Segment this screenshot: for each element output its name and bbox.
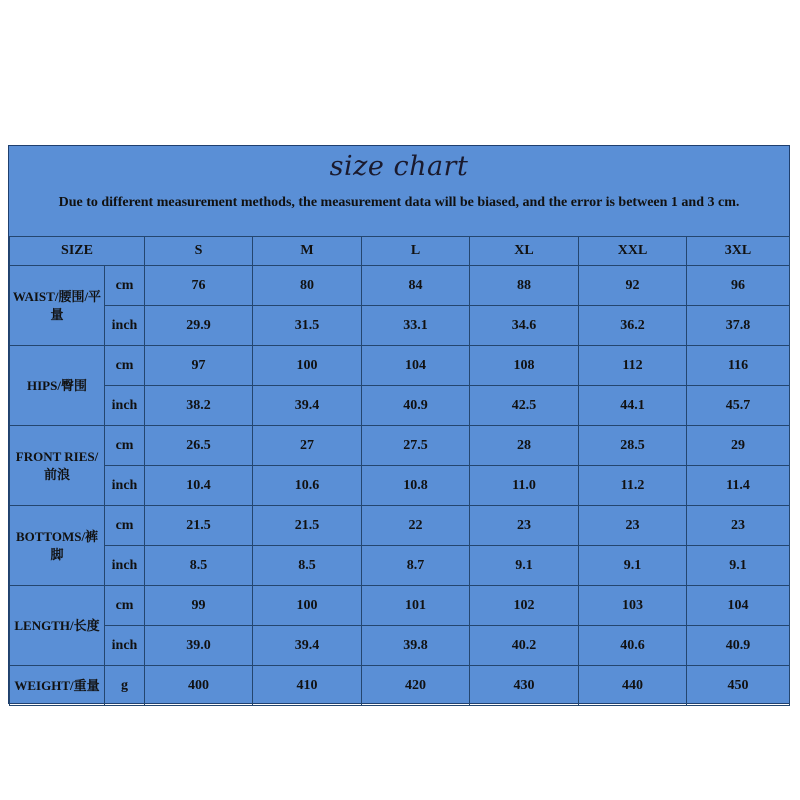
unit-cell: cm (105, 426, 145, 466)
value-cell: 100 (253, 346, 362, 386)
unit-cell: cm (105, 506, 145, 546)
value-cell: 8.5 (253, 546, 362, 586)
value-cell: 23 (579, 506, 687, 546)
size-column-header: 3XL (687, 237, 790, 266)
measurement-row (10, 666, 790, 706)
value-cell: 84 (362, 266, 470, 306)
unit-cell: inch (105, 306, 145, 346)
unit-cell: cm (105, 586, 145, 626)
value-cell: 420 (362, 666, 470, 706)
value-cell: 104 (687, 586, 790, 626)
measurement-label: BOTTOMS/裤脚 (10, 506, 105, 586)
measurement-label: FRONT RIES/前浪 (10, 426, 105, 506)
chart-title: size chart (329, 151, 469, 182)
value-cell: 410 (253, 666, 362, 706)
value-cell: 28 (470, 426, 579, 466)
value-cell: 101 (362, 586, 470, 626)
value-cell: 8.7 (362, 546, 470, 586)
unit-cell: inch (105, 626, 145, 666)
size-column-header: L (362, 237, 470, 266)
value-cell: 100 (253, 586, 362, 626)
value-cell: 10.8 (362, 466, 470, 506)
unit-cell: cm (105, 346, 145, 386)
measurement-row (10, 346, 790, 386)
value-cell: 9.1 (470, 546, 579, 586)
value-cell: 400 (145, 666, 253, 706)
value-cell: 108 (470, 346, 579, 386)
value-cell: 40.9 (687, 626, 790, 666)
unit-cell: cm (105, 266, 145, 306)
value-cell: 430 (470, 666, 579, 706)
value-cell: 9.1 (579, 546, 687, 586)
value-cell: 102 (470, 586, 579, 626)
unit-cell: inch (105, 546, 145, 586)
measurement-label: WEIGHT/重量 (10, 666, 105, 706)
value-cell: 33.1 (362, 306, 470, 346)
value-cell: 40.6 (579, 626, 687, 666)
unit-cell: inch (105, 466, 145, 506)
measurement-label: LENGTH/长度 (10, 586, 105, 666)
value-cell: 103 (579, 586, 687, 626)
value-cell: 39.4 (253, 386, 362, 426)
value-cell: 36.2 (579, 306, 687, 346)
measurement-row (10, 266, 790, 306)
size-table (9, 236, 790, 706)
value-cell: 97 (145, 346, 253, 386)
value-cell: 40.2 (470, 626, 579, 666)
value-cell: 116 (687, 346, 790, 386)
value-cell: 99 (145, 586, 253, 626)
value-cell: 11.0 (470, 466, 579, 506)
value-cell: 29.9 (145, 306, 253, 346)
value-cell: 28.5 (579, 426, 687, 466)
value-cell: 8.5 (145, 546, 253, 586)
value-cell: 440 (579, 666, 687, 706)
value-cell: 10.4 (145, 466, 253, 506)
value-cell: 112 (579, 346, 687, 386)
value-cell: 96 (687, 266, 790, 306)
value-cell: 9.1 (687, 546, 790, 586)
value-cell: 11.4 (687, 466, 790, 506)
value-cell: 45.7 (687, 386, 790, 426)
value-cell: 92 (579, 266, 687, 306)
measurement-row (10, 546, 790, 586)
measurement-row (10, 306, 790, 346)
size-column-header: XL (470, 237, 579, 266)
measurement-label: HIPS/臀围 (10, 346, 105, 426)
value-cell: 29 (687, 426, 790, 466)
measurement-row (10, 466, 790, 506)
value-cell: 80 (253, 266, 362, 306)
size-header: SIZE (10, 237, 145, 266)
size-column-header: XXL (579, 237, 687, 266)
value-cell: 88 (470, 266, 579, 306)
measurement-row (10, 626, 790, 666)
value-cell: 37.8 (687, 306, 790, 346)
size-column-header: M (253, 237, 362, 266)
value-cell: 34.6 (470, 306, 579, 346)
value-cell: 38.2 (145, 386, 253, 426)
value-cell: 450 (687, 666, 790, 706)
unit-cell: inch (105, 386, 145, 426)
value-cell: 21.5 (253, 506, 362, 546)
value-cell: 104 (362, 346, 470, 386)
measurement-row (10, 426, 790, 466)
value-cell: 21.5 (145, 506, 253, 546)
value-cell: 27 (253, 426, 362, 466)
measurement-note: Due to different measurement methods, the measurement data will be biased, and the error is between 1 and 3 cm. (58, 195, 740, 210)
value-cell: 11.2 (579, 466, 687, 506)
measurement-row (10, 386, 790, 426)
value-cell: 40.9 (362, 386, 470, 426)
value-cell: 39.4 (253, 626, 362, 666)
unit-cell: g (105, 666, 145, 706)
value-cell: 39.0 (145, 626, 253, 666)
value-cell: 23 (470, 506, 579, 546)
value-cell: 23 (687, 506, 790, 546)
value-cell: 76 (145, 266, 253, 306)
value-cell: 22 (362, 506, 470, 546)
value-cell: 44.1 (579, 386, 687, 426)
value-cell: 27.5 (362, 426, 470, 466)
header-row (10, 237, 790, 266)
value-cell: 31.5 (253, 306, 362, 346)
measurement-label: WAIST/腰围/平量 (10, 266, 105, 346)
measurement-row (10, 506, 790, 546)
size-column-header: S (145, 237, 253, 266)
value-cell: 42.5 (470, 386, 579, 426)
value-cell: 26.5 (145, 426, 253, 466)
measurement-row (10, 586, 790, 626)
value-cell: 10.6 (253, 466, 362, 506)
size-chart (8, 145, 790, 704)
value-cell: 39.8 (362, 626, 470, 666)
